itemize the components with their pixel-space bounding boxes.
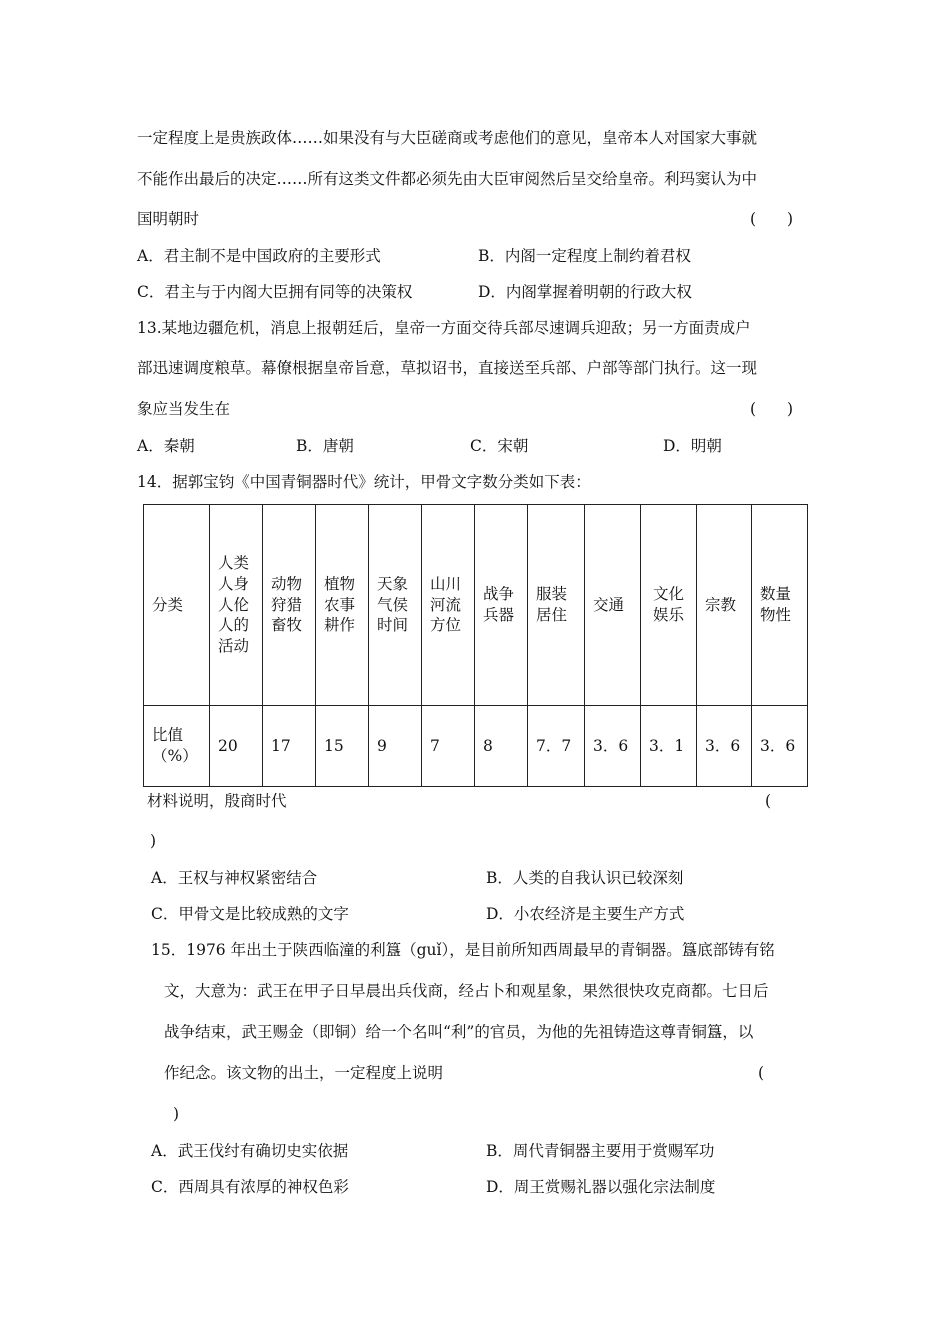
q13-option-c[interactable]: C．宋朝 (470, 437, 529, 455)
table-header-row (144, 505, 808, 706)
category-cell: 服装居住 (528, 505, 585, 706)
q14-option-a[interactable]: A．王权与神权紧密结合 (151, 869, 318, 887)
q12-text-line-2: 不能作出最后的决定……所有这类文件都必须先由大臣审阅然后呈交给皇帝。利玛窦认为中 (137, 170, 758, 188)
category-cell: 动物狩猎畜牧 (263, 505, 316, 706)
q14-after-table-text: 材料说明，殷商时代 (147, 792, 287, 810)
category-cell: 文化娱乐 (641, 505, 697, 706)
q14-paren-open: ( (765, 792, 772, 810)
table-value-row (144, 706, 808, 787)
value-cell: 3．6 (752, 706, 808, 787)
q13-option-a[interactable]: A．秦朝 (137, 437, 195, 455)
value-cell: 17 (263, 706, 316, 787)
q12-text-line-3: 国明朝时 (137, 210, 200, 228)
q13-text-line-1: 13.某地边疆危机，消息上报朝廷后，皇帝一方面交待兵部尽速调兵迎敌；另一方面责成户 (137, 319, 751, 337)
category-cell: 宗教 (697, 505, 752, 706)
q15-text-line-2: 文，大意为：武王在甲子日早晨出兵伐商，经占卜和观星象，果然很快攻克商都。七日后 (164, 982, 769, 1000)
q15-text-line-1: 15．1976 年出土于陕西临潼的利簋（guǐ），是目前所知西周最早的青铜器。簋底部铸有铭 (151, 941, 775, 959)
value-cell: 7．7 (528, 706, 585, 787)
category-cell: 数量物性 (752, 505, 808, 706)
value-cell: 9 (369, 706, 422, 787)
value-cell: 15 (316, 706, 369, 787)
header-label-cell: 分类 (144, 505, 210, 706)
q15-paren-open: ( (758, 1064, 765, 1082)
ratio-label-cell: 比值（%） (144, 706, 210, 787)
q14-paren-close: ) (150, 832, 157, 850)
q12-option-a[interactable]: A．君主制不是中国政府的主要形式 (137, 247, 381, 265)
category-cell: 人类人身人伦人的活动 (210, 505, 263, 706)
q14-stem: 14．据郭宝钧《中国青铜器时代》统计，甲骨文字数分类如下表： (137, 473, 591, 491)
category-cell: 植物农事耕作 (316, 505, 369, 706)
q13-option-b[interactable]: B．唐朝 (296, 437, 354, 455)
value-cell: 20 (210, 706, 263, 787)
q12-option-b[interactable]: B．内阁一定程度上制约着君权 (478, 247, 691, 265)
q15-text-line-3: 战争结束，武王赐金（即铜）给一个名叫“利”的官员，为他的先祖铸造这尊青铜簋，以 (164, 1023, 754, 1041)
q13-option-d[interactable]: D．明朝 (663, 437, 722, 455)
category-cell: 天象气侯时间 (369, 505, 422, 706)
q13-text-line-3: 象应当发生在 (137, 400, 231, 418)
q12-option-c[interactable]: C．君主与于内阁大臣拥有同等的决策权 (137, 283, 413, 301)
q15-text-line-4: 作纪念。该文物的出土，一定程度上说明 (164, 1064, 444, 1082)
q12-answer-paren: ( ) (750, 210, 794, 228)
q15-option-c[interactable]: C．西周具有浓厚的神权色彩 (151, 1178, 349, 1196)
q12-option-d[interactable]: D．内阁掌握着明朝的行政大权 (478, 283, 692, 301)
q14-option-b[interactable]: B．人类的自我认识已较深刻 (486, 869, 684, 887)
value-cell: 7 (422, 706, 475, 787)
q14-option-d[interactable]: D．小农经济是主要生产方式 (486, 905, 685, 923)
value-cell: 8 (475, 706, 528, 787)
q13-text-line-2: 部迅速调度粮草。幕僚根据皇帝旨意，草拟诏书，直接送至兵部、户部等部门执行。这一现 (137, 359, 758, 377)
category-cell: 交通 (585, 505, 641, 706)
value-cell: 3．1 (641, 706, 697, 787)
q15-paren-close: ) (173, 1105, 180, 1123)
q13-answer-paren: ( ) (750, 400, 794, 418)
oracle-bone-category-table (143, 504, 808, 787)
category-cell: 战争兵器 (475, 505, 528, 706)
q12-text-line-1: 一定程度上是贵族政体……如果没有与大臣磋商或考虑他们的意见，皇帝本人对国家大事就 (137, 129, 758, 147)
value-cell: 3．6 (697, 706, 752, 787)
q14-option-c[interactable]: C．甲骨文是比较成熟的文字 (151, 905, 349, 923)
q15-option-d[interactable]: D．周王赏赐礼器以强化宗法制度 (486, 1178, 716, 1196)
q15-option-b[interactable]: B．周代青铜器主要用于赏赐军功 (486, 1142, 715, 1160)
q15-option-a[interactable]: A．武王伐纣有确切史实依据 (151, 1142, 349, 1160)
category-cell: 山川河流方位 (422, 505, 475, 706)
value-cell: 3．6 (585, 706, 641, 787)
